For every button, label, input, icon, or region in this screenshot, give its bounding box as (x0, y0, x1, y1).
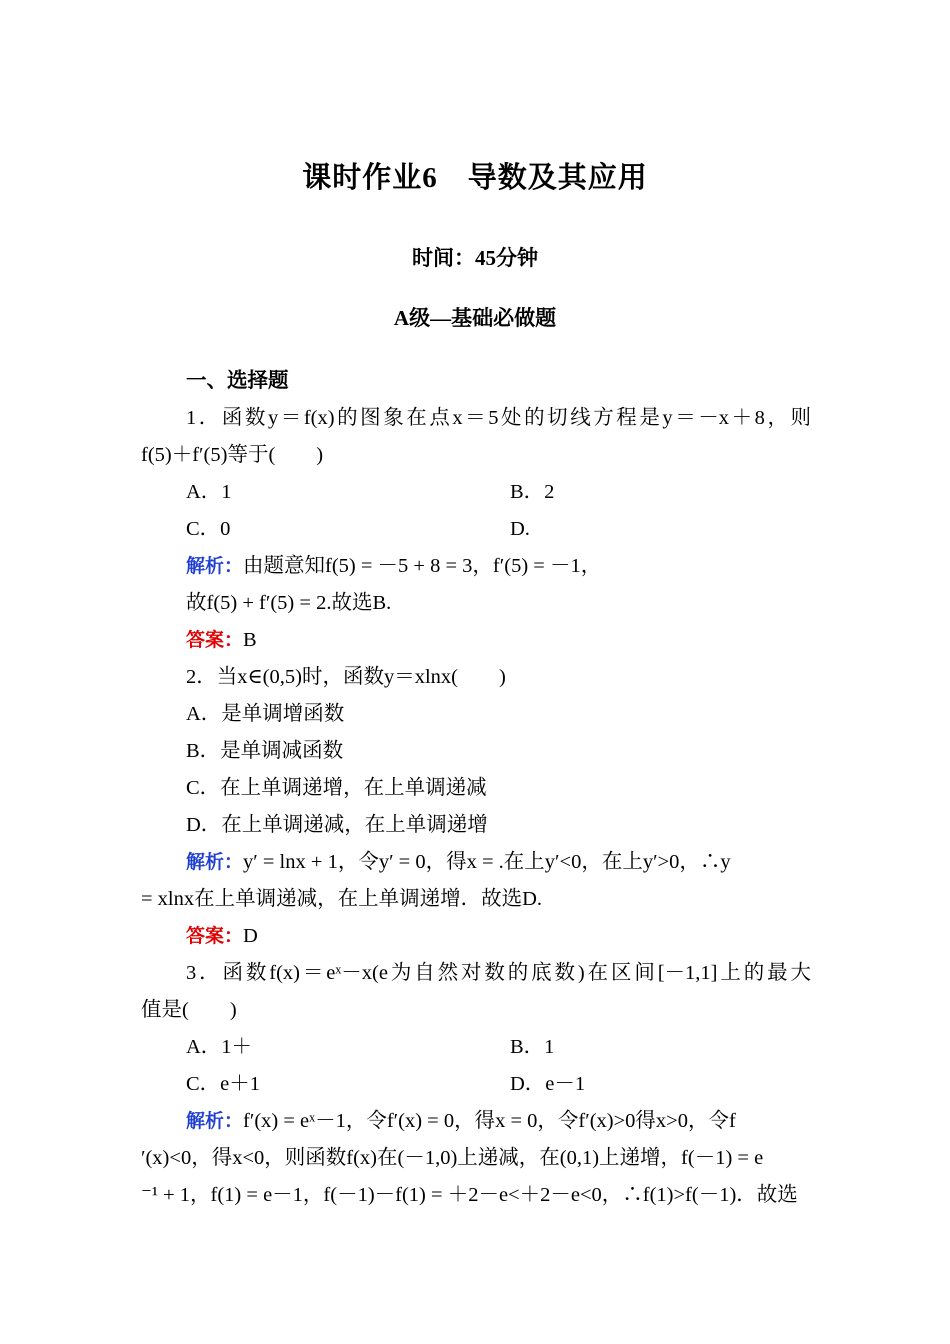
q1-explanation-label: 解析： (186, 555, 244, 577)
q2-answer (141, 918, 811, 955)
q1-stem-line1: 1．函数y＝f(x)的图象在点x＝5处的切线方程是y＝－x＋8，则 (186, 407, 811, 429)
q1-option-d: D. (510, 518, 530, 540)
question-list (141, 363, 811, 1214)
q1-stem-line2: f(5)＋f′(5)等于( ) (141, 444, 324, 466)
q1-option-a: A．1 (186, 481, 232, 503)
q2-answer-label: 答案： (186, 925, 244, 947)
q2-option-a: A．是单调增函数 (186, 703, 345, 725)
q1-explanation-line1 (141, 548, 811, 585)
q2-explanation-text1: y′ = lnx + 1，令y′ = 0，得x = .在上y′<0，在上y′>0，∴y (243, 851, 731, 873)
section-heading: 一、选择题 (186, 370, 289, 392)
q1-explanation-text1: 由题意知f(5) = －5 + 8 = 3，f′(5) = －1， (243, 555, 602, 577)
q2-answer-value: D (243, 925, 258, 947)
level-heading: A级—基础必做题 (393, 306, 557, 330)
q3-option-c: C．e＋1 (186, 1073, 261, 1095)
q1-options-row2 (141, 511, 811, 548)
q1-option-c: C．0 (186, 518, 231, 540)
q3-explanation-line2: ′(x)<0，得x<0，则函数f(x)在(－1,0)上递减，在(0,1)上递增，f(－1) = e (141, 1147, 764, 1169)
q3-option-a: A．1＋ (186, 1036, 253, 1058)
q2-option-d: D．在上单调递减，在上单调递增 (186, 814, 488, 836)
q2-stem-line1: 2．当x∈(0,5)时，函数y＝xlnx( ) (186, 666, 506, 688)
q1-option-b: B．2 (510, 481, 555, 503)
q1-options-row1 (141, 474, 811, 511)
q1-answer-label: 答案： (186, 629, 244, 651)
q1-explanation-line2: 故f(5) + f′(5) = 2.故选B. (186, 592, 392, 614)
q3-explanation-line1 (141, 1103, 811, 1140)
q1-answer (141, 622, 811, 659)
q3-explanation-label: 解析： (186, 1110, 244, 1132)
q2-explanation-label: 解析： (186, 851, 244, 873)
q3-option-d: D．e－1 (510, 1073, 586, 1095)
q3-options-row2 (141, 1066, 811, 1103)
q3-stem-line1: 3．函数f(x)＝eˣ－x(e为自然对数的底数)在区间[－1,1]上的最大 (186, 962, 811, 984)
q2-explanation-line1 (141, 844, 811, 881)
q3-explanation-line3: ⁻¹ + 1，f(1) = e－1，f(－1)－f(1) = ＋2－e<＋2－e<0，∴f(1)>f(－1)．故选 (141, 1184, 798, 1206)
q3-options-row1 (141, 1029, 811, 1066)
q1-answer-value: B (243, 629, 257, 651)
time-limit: 时间：45分钟 (412, 246, 538, 270)
q2-option-b: B．是单调减函数 (186, 740, 344, 762)
q3-explanation-text1: f′(x) = eˣ－1，令f′(x) = 0，得x = 0，令f′(x)>0得x>0，令f (243, 1110, 736, 1132)
page-title: 课时作业6 导数及其应用 (302, 162, 648, 194)
q3-option-b: B．1 (510, 1036, 555, 1058)
q2-option-c: C．在上单调递增，在上单调递减 (186, 777, 487, 799)
q2-explanation-line2: = xlnx在上单调递减，在上单调递增．故选D. (141, 888, 543, 910)
q3-stem-line2: 值是( ) (141, 999, 237, 1021)
